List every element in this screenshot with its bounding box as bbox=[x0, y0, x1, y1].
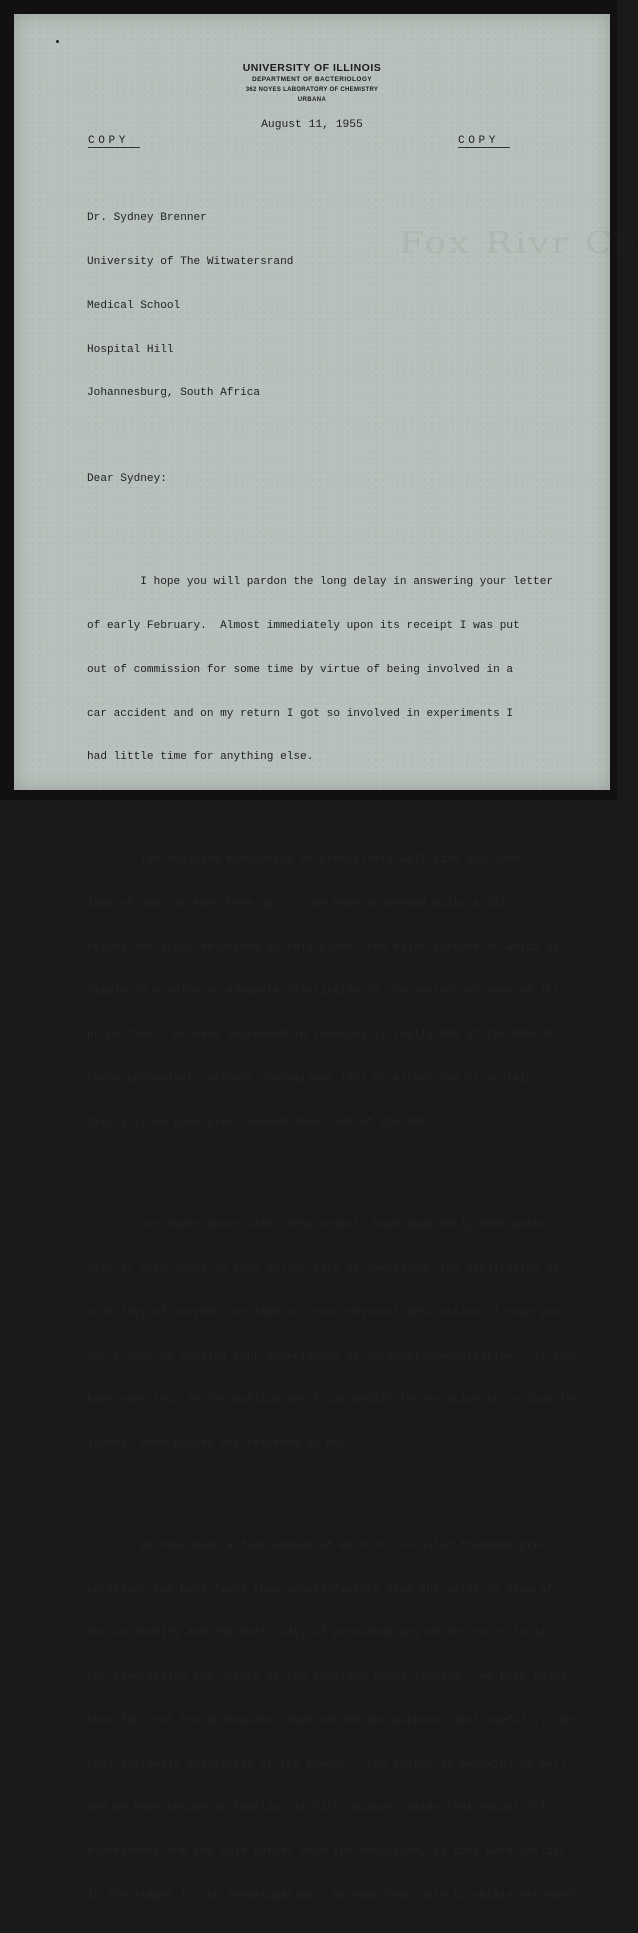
paragraph-line: and we have become so familiar withits idiosyncrasies that successful bbox=[87, 1802, 547, 1815]
paragraph-line: similar with yours in that unless care is exercised, the application of bbox=[87, 1263, 560, 1276]
recipient-line: Medical School bbox=[87, 299, 181, 312]
paragraph-line: feel extremely optimistic at the moment. The system is behaving so well bbox=[87, 1758, 567, 1771]
paragraph-line: I hope you will pardon the long delay in answering your letter bbox=[87, 576, 554, 589]
paragraph-line: Our experiences with these objects have apparently been quite bbox=[87, 1219, 547, 1232]
paragraph-line: for identifying the nature of the fraction being studied. We have found bbox=[87, 1671, 567, 1684]
copy-underline-left bbox=[88, 147, 140, 148]
paragraph-line: out of commission for some time by virtue of being involved in a bbox=[87, 663, 514, 676]
paragraph-line: car accident and on my return I got so involved in experiments I bbox=[87, 707, 514, 720]
letter-page bbox=[14, 14, 638, 1902]
letterhead-city: URBANA bbox=[297, 97, 327, 103]
letterhead-address: 362 NOYES LABORATORY OF CHEMISTRY bbox=[245, 87, 379, 93]
paragraph-line: a variety of enzymes can lead to their physical destruction. I hope you bbox=[87, 1306, 560, 1319]
letterhead-department: DEPARTMENT OF BACTERIOLOGY bbox=[251, 76, 373, 83]
paragraph-line: beyond the stage described in this paper, the major purpose of which is bbox=[87, 941, 560, 954]
letter-body bbox=[87, 182, 580, 1933]
recipient-line: Hospital Hill bbox=[87, 343, 174, 356]
salutation: Dear Sydney: bbox=[87, 472, 167, 485]
paragraph-line: simple to provide an adequate discription of the system and some of its bbox=[87, 985, 560, 998]
paragraph-line: have sent this in for publication I can modify the notation to include the bbox=[87, 1394, 580, 1407]
paragraph-line: journal when proofs are returned to me. bbox=[87, 1438, 347, 1451]
recipient-line: Dr. Sydney Brenner bbox=[87, 212, 207, 225]
letter-date: August 11, 1955 bbox=[261, 119, 363, 131]
recipient-line: Johannesburg, South Africa bbox=[87, 387, 261, 400]
letterhead bbox=[14, 62, 610, 105]
paragraph-line: experiments are the rule rather than the exception, as they were earlier bbox=[87, 1846, 567, 1859]
ink-speck bbox=[56, 40, 59, 43]
paragraph-line: parations but have found them unsatisfactory from the point of view of bbox=[87, 1583, 554, 1596]
letterhead-institution: UNIVERSITY OF ILLINOIS bbox=[242, 62, 382, 74]
paragraph-line: don't mind my quoting your experiences as personal communication. If you bbox=[87, 1350, 573, 1363]
paragraph-line: Similarly we have also removed about 50% of the DNA. bbox=[87, 1116, 434, 1129]
paragraph-line: The enclosed manuscript on protoplasts will give you some bbox=[87, 854, 520, 867]
paragraph-line: in the stages in the investigation. We have been able to obtain extremely bbox=[87, 1890, 580, 1902]
bleed-through-shadow: Fox Rivr Ce bbox=[398, 226, 638, 261]
paragraph-line: We have done a fair amount of work on so-called fragment pre- bbox=[87, 1539, 547, 1552]
copy-mark-left: COPY bbox=[88, 135, 130, 147]
paragraph-line: idea of what we have been up to. We have proceeded quite a bit bbox=[87, 897, 507, 910]
paragraph-line: non-uniformity and the difficulty of providing any objective criteria bbox=[87, 1627, 547, 1640]
paragraph-line: properties. We have succeeded in removing virtually 90% of the RNA of bbox=[87, 1029, 554, 1042]
recipient-line: University of The Witwatersrand bbox=[87, 255, 294, 268]
copy-mark-right: COPY bbox=[458, 135, 500, 147]
paragraph-line: thus far that the protoplasts have served our purposes most usefully. We bbox=[87, 1714, 573, 1727]
copy-underline-right bbox=[458, 147, 510, 148]
paragraph-line: these protoplasts without concomitant loss of either DNA or protein. bbox=[87, 1072, 540, 1085]
paragraph-line: had little time for anything else. bbox=[87, 751, 314, 764]
paragraph-line: of early February. Almost immediately upon its receipt I was put bbox=[87, 620, 520, 633]
